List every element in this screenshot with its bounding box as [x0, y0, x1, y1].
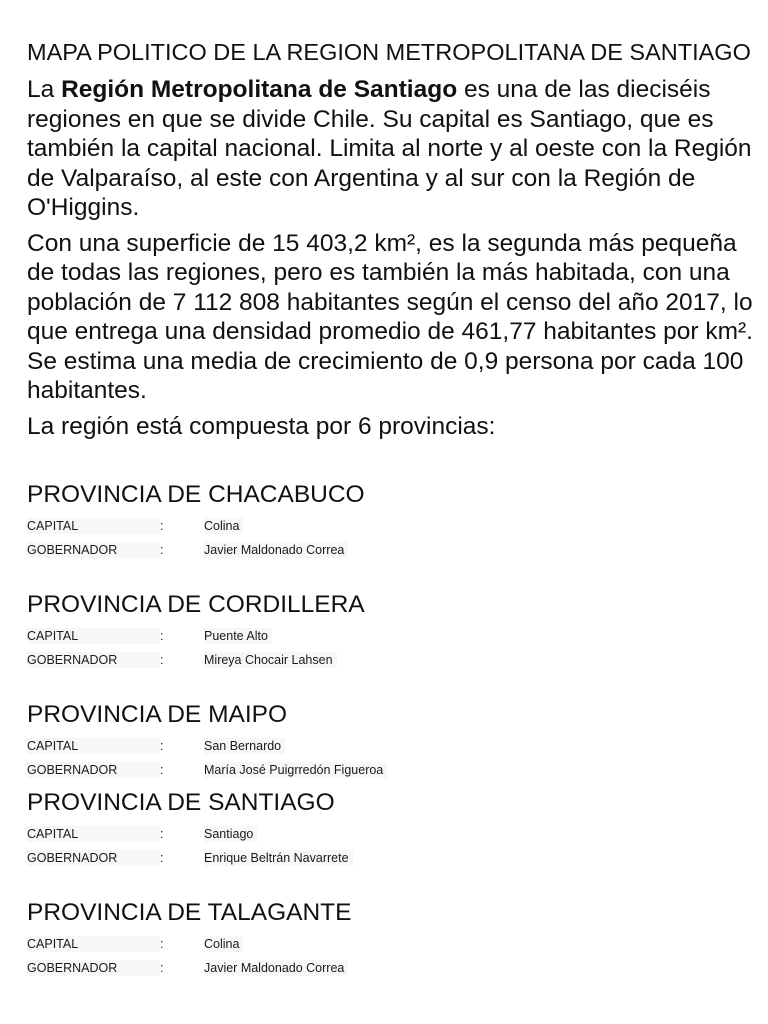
separator: : — [160, 653, 164, 667]
separator: : — [160, 739, 164, 753]
governor-value: Enrique Beltrán Navarrete — [204, 850, 353, 866]
province-cordillera — [27, 590, 757, 672]
province-title: PROVINCIA DE CORDILLERA — [27, 591, 365, 618]
governor-row — [27, 538, 757, 562]
governor-row — [27, 846, 757, 870]
capital-row — [27, 514, 757, 538]
capital-value: Puente Alto — [204, 628, 272, 644]
governor-row — [27, 956, 757, 980]
province-title: PROVINCIA DE SANTIAGO — [27, 789, 335, 816]
intro-paragraph-3: La región está compuesta por 6 provincias: — [27, 412, 496, 440]
governor-label: GOBERNADOR — [27, 960, 160, 976]
capital-row — [27, 624, 757, 648]
intro-p1-start: La — [27, 76, 62, 103]
capital-label: CAPITAL — [27, 738, 160, 754]
governor-value: Javier Maldonado Correa — [204, 542, 348, 558]
province-title: PROVINCIA DE MAIPO — [27, 701, 288, 728]
capital-value: Colina — [204, 936, 243, 952]
capital-row — [27, 822, 757, 846]
separator: : — [160, 519, 164, 533]
province-santiago — [27, 788, 757, 870]
intro-paragraph-2: Con una superficie de 15 403,2 km², es la segunda más pequeña de todas las regiones, pero es también la más habitada, con una población de 7 112 808 habitantes según el censo del año 2017, lo que entrega una densidad promedio de 461,77 habitantes por km². Se estima una media de crecimiento de 0,9 persona por cada 100 habitantes. — [27, 229, 753, 404]
capital-label: CAPITAL — [27, 628, 160, 644]
capital-label: CAPITAL — [27, 826, 160, 842]
provinces-list — [27, 480, 757, 980]
separator: : — [160, 763, 164, 777]
intro-p1-rest: es una de las dieciséis regiones en que se divide Chile. Su capital es Santiago, que es también la capital nacional. Limita al norte y al oeste con la Región de Valparaíso, al este con Argentina y al sur con la Región de O'Higgins. — [27, 76, 752, 221]
governor-label: GOBERNADOR — [27, 850, 160, 866]
governor-value: Javier Maldonado Correa — [204, 960, 348, 976]
document-title: MAPA POLITICO DE LA REGION METROPOLITANA DE SANTIAGO — [27, 39, 751, 65]
province-maipo — [27, 700, 757, 782]
separator: : — [160, 543, 164, 557]
province-talagante — [27, 898, 757, 980]
separator: : — [160, 851, 164, 865]
province-chacabuco — [27, 480, 757, 562]
governor-label: GOBERNADOR — [27, 652, 160, 668]
capital-label: CAPITAL — [27, 518, 160, 534]
capital-row — [27, 932, 757, 956]
intro-paragraph-1 — [27, 75, 757, 223]
governor-row — [27, 648, 757, 672]
region-name-bold: Región Metropolitana de Santiago — [61, 76, 458, 103]
document-page — [27, 37, 757, 1008]
governor-value: Mireya Chocair Lahsen — [204, 652, 337, 668]
capital-row — [27, 734, 757, 758]
governor-value: María José Puigrredón Figueroa — [204, 762, 387, 778]
governor-row — [27, 758, 757, 782]
governor-label: GOBERNADOR — [27, 762, 160, 778]
capital-value: Colina — [204, 518, 243, 534]
governor-label: GOBERNADOR — [27, 542, 160, 558]
separator: : — [160, 937, 164, 951]
separator: : — [160, 629, 164, 643]
province-title: PROVINCIA DE TALAGANTE — [27, 899, 352, 926]
separator: : — [160, 961, 164, 975]
separator: : — [160, 827, 164, 841]
capital-value: Santiago — [204, 826, 257, 842]
capital-label: CAPITAL — [27, 936, 160, 952]
province-title: PROVINCIA DE CHACABUCO — [27, 481, 365, 508]
capital-value: San Bernardo — [204, 738, 285, 754]
